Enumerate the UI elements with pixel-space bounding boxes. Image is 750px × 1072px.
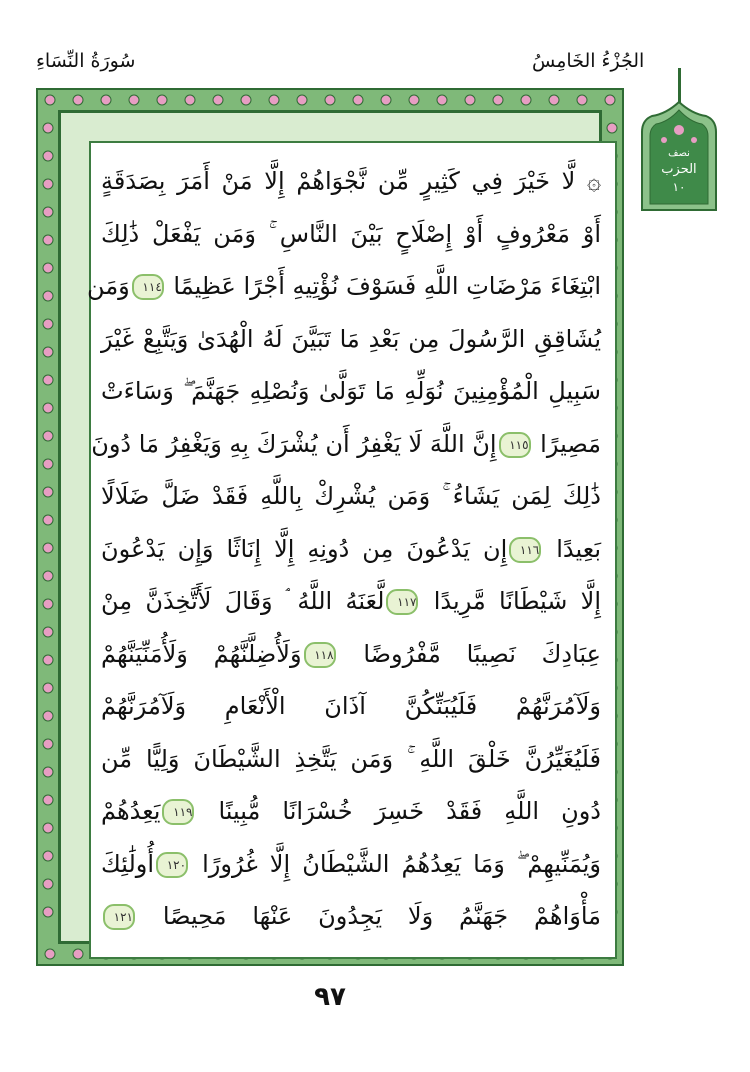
verse-text: ذَٰلِكَ لِمَن يَشَاءُ ۚ وَمَن يُشْرِكْ بِاللَّهِ فَقَدْ ضَلَّ ضَلَالًا <box>101 482 601 510</box>
frame-flower-icon <box>43 571 53 581</box>
frame-flower-icon <box>43 235 53 245</box>
frame-flower-icon <box>437 95 447 105</box>
verse-text: سَبِيلِ الْمُؤْمِنِينَ نُوَلِّهِ مَا تَوَلَّىٰ وَنُصْلِهِ جَهَنَّمَ ۖ وَسَاءَتْ <box>101 377 601 405</box>
frame-flower-icon <box>43 795 53 805</box>
frame-flower-icon <box>43 459 53 469</box>
juz-title: الجُزْءُ الخَامِسُ <box>532 50 645 72</box>
ayah-marker: ١١٥ <box>499 432 531 458</box>
verse-text: دُونِ اللَّهِ فَقَدْ خَسِرَ خُسْرَانًا مُّبِينًا <box>196 797 601 825</box>
verse-text: عِبَادِكَ نَصِيبًا مَّفْرُوضًا <box>337 639 601 668</box>
verse-text: مَأْوَاهُمْ جَهَنَّمُ وَلَا يَجِدُونَ عَنْهَا مَحِيصًا <box>137 902 601 930</box>
text-line-9 <box>101 581 601 621</box>
verse-text: ابْتِغَاءَ مَرْضَاتِ اللَّهِ فَسَوْفَ نُؤْتِيهِ أَجْرًا عَظِيمًا <box>165 272 601 300</box>
frame-flower-icon <box>129 95 139 105</box>
frame-flower-icon <box>43 739 53 749</box>
hizb-label-half: نصف <box>668 148 690 159</box>
verse-text: لَّعَنَهُ اللَّهُ ۘ وَقَالَ لَأَتَّخِذَنَّ مِنْ <box>101 587 385 615</box>
verse-text: ۞ لَّا خَيْرَ فِي كَثِيرٍ مِّن نَّجْوَاهُمْ إِلَّا مَنْ أَمَرَ بِصَدَقَةٍ <box>101 167 601 195</box>
ayah-marker: ١١٤ <box>132 274 164 300</box>
frame-flower-icon <box>43 851 53 861</box>
verse-text: وَمَن <box>87 272 130 300</box>
text-line-15 <box>101 896 601 936</box>
text-line-2 <box>101 214 601 254</box>
verse-text: أُولَٰئِكَ <box>101 849 155 878</box>
hizb-label-word: الحزب <box>661 162 697 177</box>
inner-border <box>58 110 602 944</box>
frame-flower-icon <box>157 95 167 105</box>
verse-text: أَوْ مَعْرُوفٍ أَوْ إِصْلَاحٍ بَيْنَ النَّاسِ ۚ وَمَن يَفْعَلْ ذَٰلِكَ <box>101 219 601 248</box>
page-number: ٩٧ <box>314 982 346 1012</box>
frame-flower-icon <box>43 879 53 889</box>
frame-flower-icon <box>45 95 55 105</box>
ayah-marker: ١٢٠ <box>156 852 188 878</box>
frame-flower-icon <box>269 95 279 105</box>
frame-flower-icon <box>549 95 559 105</box>
text-line-7 <box>101 476 601 516</box>
frame-flower-icon <box>465 95 475 105</box>
ornamental-frame <box>36 88 624 966</box>
hizb-label-number: ١٠ <box>672 180 686 194</box>
frame-flower-icon <box>43 823 53 833</box>
frame-flower-icon <box>73 95 83 105</box>
text-line-10 <box>101 634 601 674</box>
frame-flower-icon <box>43 179 53 189</box>
text-line-6 <box>91 424 601 464</box>
surah-title: سُورَةُ النِّسَاءِ <box>36 50 136 72</box>
text-line-1 <box>101 161 601 201</box>
frame-flower-icon <box>409 95 419 105</box>
frame-flower-icon <box>213 95 223 105</box>
verse-text: إِنَّ اللَّهَ لَا يَغْفِرُ أَن يُشْرَكَ بِهِ وَيَغْفِرُ مَا دُونَ <box>91 429 497 458</box>
frame-flower-icon <box>241 95 251 105</box>
frame-flower-icon <box>101 95 111 105</box>
frame-flower-icon <box>43 543 53 553</box>
verse-text: وَلَآمُرَنَّهُمْ فَلَيُبَتِّكُنَّ آذَانَ الْأَنْعَامِ وَلَآمُرَنَّهُمْ <box>101 692 601 720</box>
frame-flower-icon <box>43 319 53 329</box>
verse-text: يَعِدُهُمْ <box>101 797 161 825</box>
frame-flower-icon <box>605 95 615 105</box>
frame-flower-icon <box>73 949 83 959</box>
frame-flower-icon <box>297 95 307 105</box>
ayah-marker: ١١٩ <box>162 799 194 825</box>
text-line-8 <box>101 529 601 569</box>
frame-flower-icon <box>43 207 53 217</box>
frame-flower-icon <box>43 683 53 693</box>
text-line-12 <box>101 739 601 779</box>
frame-flower-icon <box>43 123 53 133</box>
frame-flower-icon <box>43 403 53 413</box>
text-line-14 <box>101 844 601 884</box>
verse-text: وَيُمَنِّيهِمْ ۖ وَمَا يَعِدُهُمُ الشَّيْطَانُ إِلَّا غُرُورًا <box>190 849 601 878</box>
frame-flower-icon <box>381 95 391 105</box>
frame-flower-icon <box>43 655 53 665</box>
frame-flower-icon <box>353 95 363 105</box>
frame-flower-icon <box>521 95 531 105</box>
frame-flower-icon <box>43 291 53 301</box>
frame-flower-icon <box>43 151 53 161</box>
text-panel <box>89 141 617 959</box>
frame-flower-icon <box>43 347 53 357</box>
ayah-marker: ١١٧ <box>386 589 418 615</box>
frame-flower-icon <box>43 767 53 777</box>
text-line-4 <box>101 319 601 359</box>
frame-flower-icon <box>43 375 53 385</box>
ayah-marker: ١١٨ <box>304 642 336 668</box>
frame-flower-icon <box>45 949 55 959</box>
frame-flower-icon <box>325 95 335 105</box>
frame-flower-icon <box>577 95 587 105</box>
frame-flower-icon <box>43 711 53 721</box>
verse-text: يُشَاقِقِ الرَّسُولَ مِن بَعْدِ مَا تَبَيَّنَ لَهُ الْهُدَىٰ وَيَتَّبِعْ غَيْرَ <box>101 324 601 353</box>
ayah-marker: ١٢١ <box>103 904 135 930</box>
frame-flower-icon <box>43 263 53 273</box>
frame-flower-icon <box>43 599 53 609</box>
text-line-11 <box>101 686 601 726</box>
frame-flower-icon <box>607 123 617 133</box>
verse-text: إِلَّا شَيْطَانًا مَّرِيدًا <box>420 587 601 615</box>
frame-flower-icon <box>43 431 53 441</box>
frame-flower-icon <box>43 627 53 637</box>
verse-text: وَلَأُضِلَّنَّهُمْ وَلَأُمَنِّيَنَّهُمْ <box>101 639 302 668</box>
frame-flower-icon <box>43 907 53 917</box>
text-line-5 <box>101 371 601 411</box>
verse-text: مَصِيرًا <box>532 429 601 458</box>
frame-flower-icon <box>43 487 53 497</box>
ayah-marker: ١١٦ <box>509 537 541 563</box>
frame-flower-icon <box>185 95 195 105</box>
verse-text: بَعِيدًا <box>543 534 601 563</box>
verse-text: إِن يَدْعُونَ مِن دُونِهِ إِلَّا إِنَاثًا وَإِن يَدْعُونَ <box>101 534 508 563</box>
frame-flower-icon <box>43 515 53 525</box>
frame-flower-icon <box>493 95 503 105</box>
text-line-3 <box>87 266 601 306</box>
verse-text: فَلَيُغَيِّرُنَّ خَلْقَ اللَّهِ ۚ وَمَن يَتَّخِذِ الشَّيْطَانَ وَلِيًّا مِّن <box>101 744 601 773</box>
hizb-marker-stem <box>678 68 681 104</box>
text-line-13 <box>101 791 601 831</box>
